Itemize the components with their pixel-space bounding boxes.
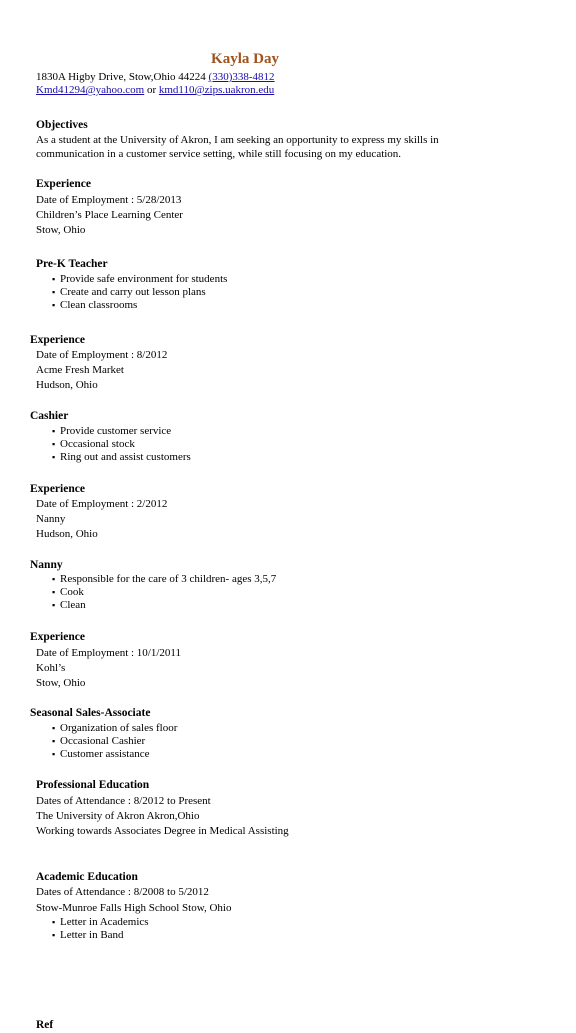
list-item: ▪ Provide customer service: [52, 425, 191, 438]
duty-list: [52, 573, 276, 612]
experience-heading: Experience: [36, 178, 91, 190]
address: 1830A Higby Drive, Stow,Ohio 44224: [36, 71, 206, 83]
school-name: Stow-Munroe Falls High School Stow, Ohio: [36, 902, 232, 914]
job-location: Hudson, Ohio: [36, 379, 98, 391]
employment-date: Date of Employment : 10/1/2011: [36, 647, 182, 659]
objectives-line-1: As a student at the University of Akron, I am seeking an opportunity to express my skills in: [36, 134, 439, 146]
experience-heading: Experience: [30, 631, 85, 643]
applicant-name: Kayla Day: [211, 51, 279, 67]
list-item: ▪ Customer assistance: [52, 748, 177, 761]
objectives-line-2: communication in a customer service setting, while still focusing on my education.: [36, 148, 402, 160]
list-item: ▪ Provide safe environment for students: [52, 273, 227, 286]
job-title: Pre-K Teacher: [36, 258, 108, 270]
education-detail: Working towards Associates Degree in Medical Assisting: [36, 825, 289, 837]
employment-date: Date of Employment : 2/2012: [36, 498, 168, 510]
email-link-zips[interactable]: kmd110@zips.uakron.edu: [158, 84, 275, 96]
list-item: ▪ Letter in Academics: [52, 916, 149, 929]
employer: Nanny: [36, 513, 66, 525]
attendance-dates: Dates of Attendance : 8/2012 to Present: [36, 795, 211, 807]
job-location: Stow, Ohio: [36, 677, 86, 689]
experience-heading: Experience: [30, 483, 85, 495]
job-title: Cashier: [30, 410, 69, 422]
employment-date: Date of Employment : 8/2012: [36, 349, 168, 361]
job-location: Hudson, Ohio: [36, 528, 98, 540]
list-item: ▪ Cook: [52, 586, 276, 599]
employer: Kohl’s: [36, 662, 66, 674]
list-item: ▪ Clean: [52, 599, 276, 612]
email-line: [36, 83, 274, 98]
list-item: ▪ Occasional stock: [52, 438, 191, 451]
email-link-yahoo[interactable]: Kmd41294@yahoo.com: [36, 84, 145, 96]
or-text: or: [146, 84, 157, 96]
employer: Children’s Place Learning Center: [36, 209, 183, 221]
list-item: ▪ Letter in Band: [52, 929, 149, 942]
list-item: ▪ Responsible for the care of 3 children- ages 3,5,7: [52, 573, 276, 586]
duty-list: [52, 273, 227, 312]
employer: Acme Fresh Market: [36, 364, 124, 376]
list-item: ▪ Organization of sales floor: [52, 722, 177, 735]
job-title: Nanny: [30, 559, 63, 571]
academic-education-heading: Academic Education: [36, 871, 138, 883]
phone-link[interactable]: (330)338-4812: [208, 71, 275, 83]
list-item: ▪ Occasional Cashier: [52, 735, 177, 748]
duty-list: [52, 722, 177, 761]
attendance-dates: Dates of Attendance : 8/2008 to 5/2012: [36, 886, 209, 898]
professional-education-heading: Professional Education: [36, 779, 150, 791]
references-heading: Ref: [36, 1019, 54, 1031]
employment-date: Date of Employment : 5/28/2013: [36, 194, 182, 206]
duty-list: [52, 425, 191, 464]
school-name: The University of Akron Akron,Ohio: [36, 810, 200, 822]
list-item: ▪ Clean classrooms: [52, 299, 227, 312]
job-title: Seasonal Sales-Associate: [30, 707, 151, 719]
list-item: ▪ Ring out and assist customers: [52, 451, 191, 464]
list-item: ▪ Create and carry out lesson plans: [52, 286, 227, 299]
honors-list: [52, 916, 149, 942]
experience-heading: Experience: [30, 334, 85, 346]
objectives-heading: Objectives: [36, 119, 88, 131]
job-location: Stow, Ohio: [36, 224, 86, 236]
